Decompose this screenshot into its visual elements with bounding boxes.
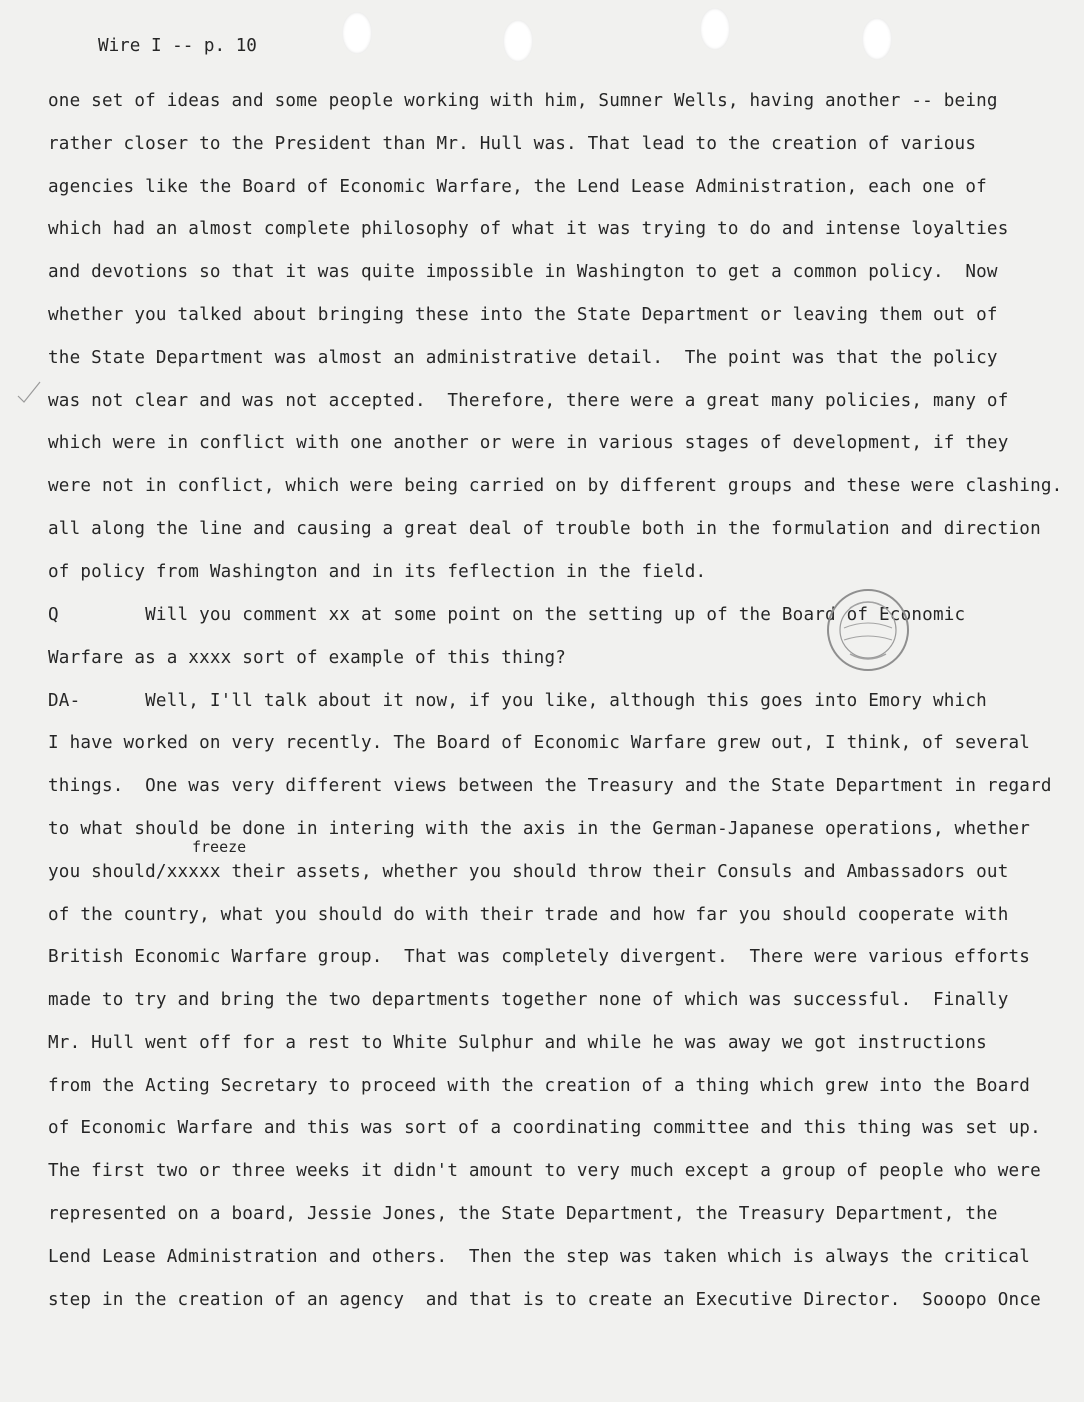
text-line: agencies like the Board of Economic Warfare, the Lend Lease Administration, each one of [48,177,987,197]
text-line: British Economic Warfare group. That was completely divergent. There were various efforts [48,947,1031,967]
text-line: Lend Lease Administration and others. Then the step was taken which is always the critical [48,1247,1031,1267]
text-line: all along the line and causing a great deal of trouble both in the formulation and direction [48,519,1041,539]
text-line: of policy from Washington and in its feflection in the field. [48,562,707,582]
text-line: to what should be done in intering with the axis in the German-Japanese operations, whether [48,819,1031,839]
text-line: and devotions so that it was quite impossible in Washington to get a common policy. Now [48,262,998,282]
text-line: which had an almost complete philosophy of what it was trying to do and intense loyalties [48,219,1009,239]
page-header: Wire I -- p. 10 [98,36,257,56]
text-line: things. One was very different views between the Treasury and the State Department in regard [48,776,1052,796]
archive-stamp-seal [826,588,910,672]
text-line: The first two or three weeks it didn't amount to very much except a group of people who were [48,1161,1041,1181]
text-line: made to try and bring the two departments together none of which was successful. Finally [48,990,1009,1010]
text-line: were not in conflict, which were being carried on by different groups and these were clashing. [48,476,1063,496]
text-line: whether you talked about bringing these into the State Department or leaving them out of [48,305,998,325]
text-line: of the country, what you should do with their trade and how far you should cooperate with [48,905,1009,925]
punch-hole-right-2 [862,18,892,60]
text-line: represented on a board, Jessie Jones, the State Department, the Treasury Department, the [48,1204,998,1224]
text-line: Mr. Hull went off for a rest to White Sulphur and while he was away we got instructions [48,1033,987,1053]
text-line: Warfare as a xxxx sort of example of this thing? [48,648,567,668]
text-line: rather closer to the President than Mr. Hull was. That lead to the creation of various [48,134,977,154]
text-line: one set of ideas and some people working with him, Sumner Wells, having another -- being [48,91,998,111]
text-line: was not clear and was not accepted. Therefore, there were a great many policies, many of [48,391,1009,411]
punch-hole-left [342,12,372,54]
text-line: of Economic Warfare and this was sort of a coordinating committee and this thing was set up. [48,1118,1041,1138]
text-line: the State Department was almost an administrative detail. The point was that the policy [48,348,998,368]
interlinear-correction: freeze [192,838,247,856]
punch-hole-right-1 [700,8,730,50]
punch-hole-center [503,20,533,62]
text-line: I have worked on very recently. The Board of Economic Warfare grew out, I think, of several [48,733,1031,753]
text-line: which were in conflict with one another or were in various stages of development, if they [48,433,1009,453]
text-line: step in the creation of an agency and that is to create an Executive Director. Sooopo Once [48,1290,1041,1310]
text-line: you should/xxxxx their assets, whether you should throw their Consuls and Ambassadors out [48,862,1009,882]
text-line: from the Acting Secretary to proceed with the creation of a thing which grew into the Board [48,1076,1031,1096]
answer-line: DA- Well, I'll talk about it now, if you like, although this goes into Emory which [48,691,987,711]
question-line: Q Will you comment xx at some point on the setting up of the Board of Economic [48,605,966,625]
pencil-check-mark [14,378,44,408]
